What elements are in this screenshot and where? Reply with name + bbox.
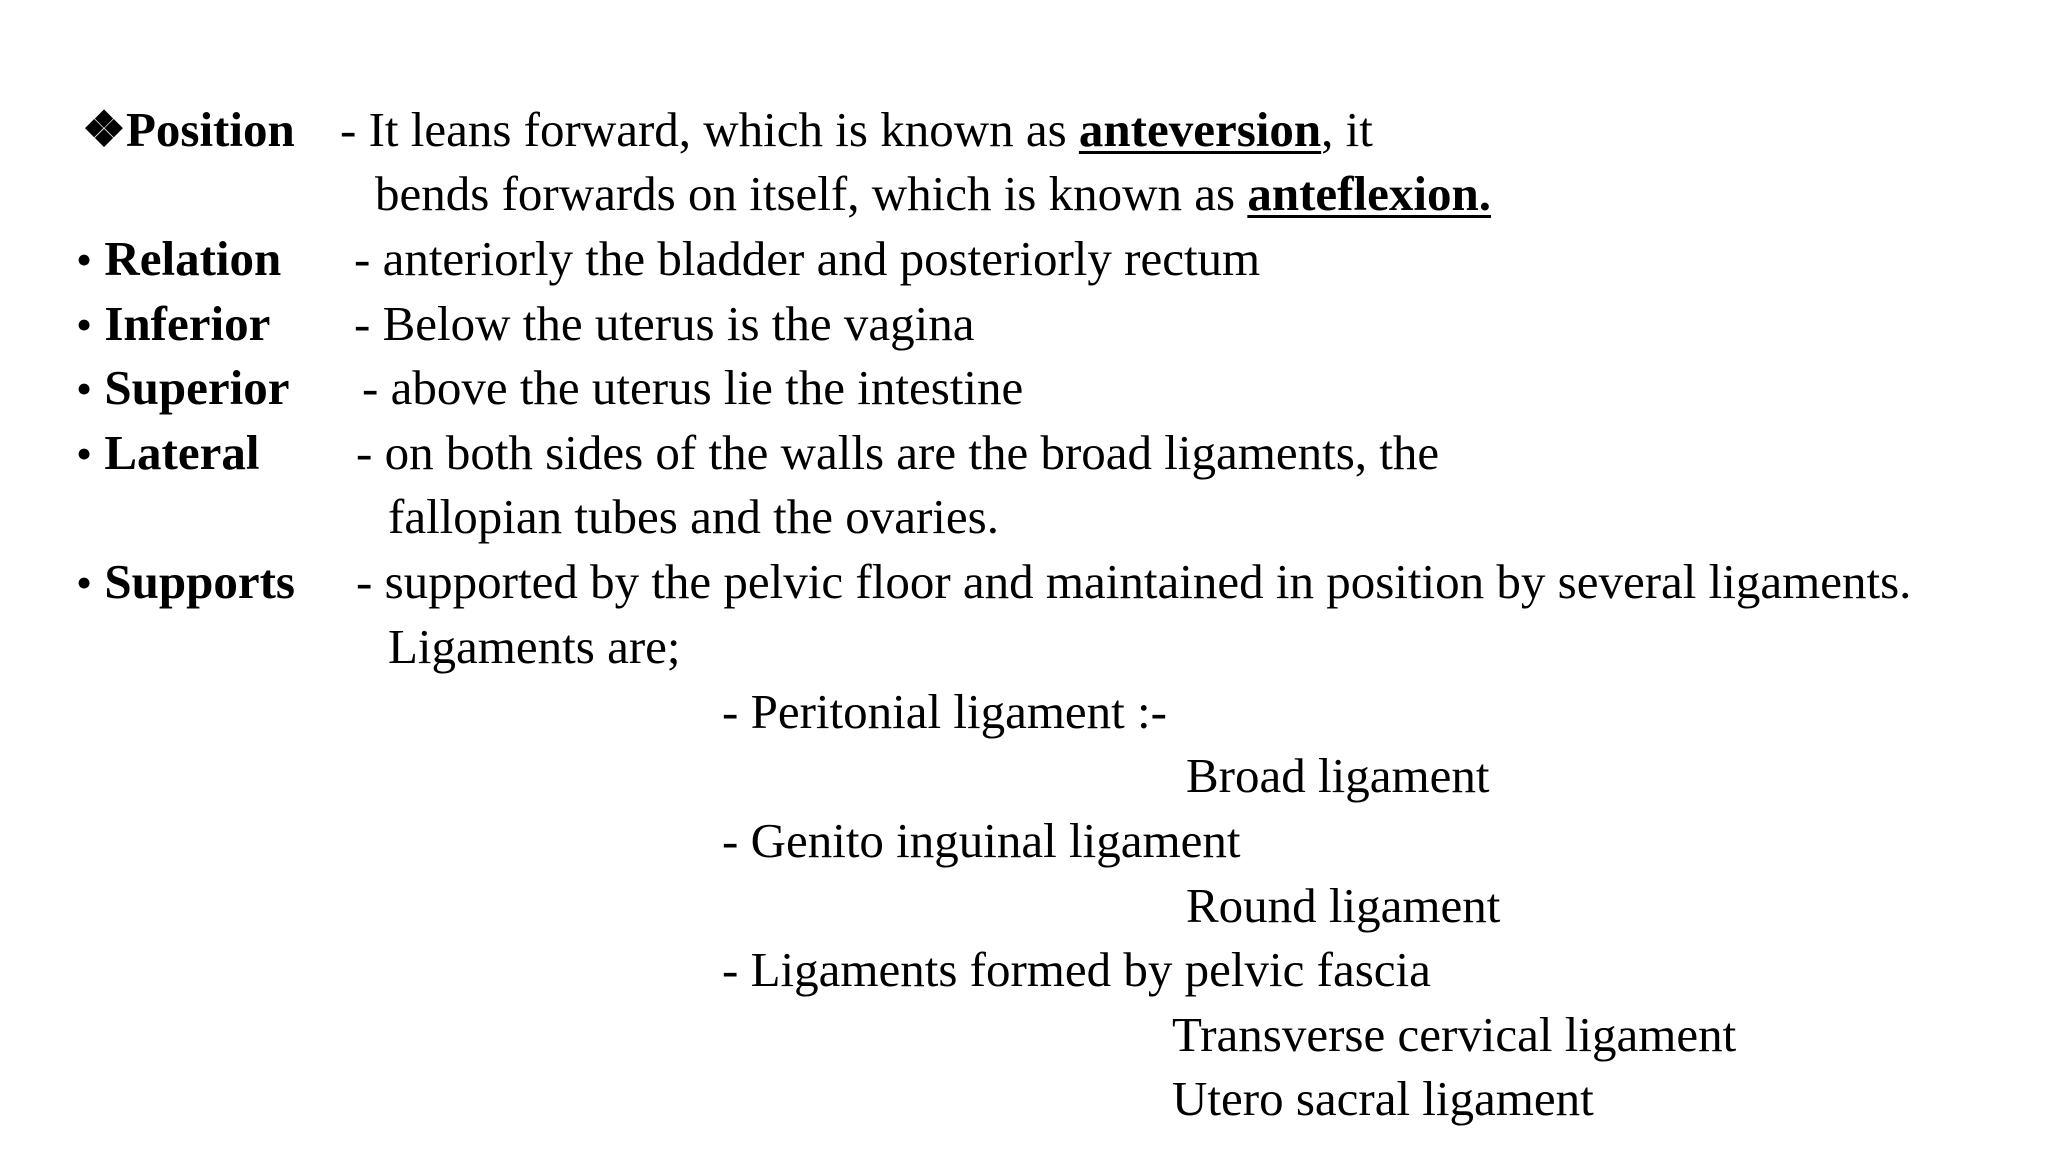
ligament-transverse-cervical: Transverse cervical ligament [1172,1007,1737,1062]
diamond-bullet-icon: ❖ [82,102,126,157]
term-anteflexion: anteflexion. [1247,166,1491,221]
ligament-group-genito-inguinal: - Genito inguinal ligament [722,813,1241,868]
bullet-relation [76,231,281,288]
bullet-icon: • [76,428,93,479]
ligament-utero-sacral: Utero sacral ligament [1172,1071,1594,1126]
bullet-lateral [76,425,259,482]
ligament-broad: Broad ligament [1186,748,1490,803]
bullet-icon: • [76,557,93,608]
supports-text: - supported by the pelvic floor and maintained in position by several ligaments. [356,554,1912,609]
lateral-text: - on both sides of the walls are the broad ligaments, the [356,425,1440,480]
position-text-line-2: bends forwards on itself, which is known as anteflexion. [375,166,1491,221]
superior-text: - above the uterus lie the intestine [362,360,1024,415]
inferior-label: Inferior [104,296,271,351]
inferior-text: - Below the uterus is the vagina [354,296,975,351]
ligament-group-pelvic-fascia: - Ligaments formed by pelvic fascia [722,942,1431,997]
relation-label: Relation [104,231,282,286]
bullet-icon: • [76,234,93,285]
position-text-line-1: - It leans forward, which is known as anteversion, it [340,102,1373,157]
ligament-group-peritonial: - Peritonial ligament :- [722,684,1167,739]
relation-text: - anteriorly the bladder and posteriorly rectum [354,231,1261,286]
superior-label: Superior [104,360,290,415]
ligament-round: Round ligament [1186,878,1501,933]
bullet-superior [76,360,289,417]
position-label: Position [125,102,295,157]
bullet-supports [76,554,295,611]
position-heading [82,102,295,158]
lateral-text-cont: fallopian tubes and the ovaries. [388,489,999,544]
supports-label: Supports [104,554,295,609]
supports-text-cont: Ligaments are; [388,619,681,674]
term-anteversion: anteversion [1078,102,1322,157]
bullet-icon: • [76,363,93,414]
lateral-label: Lateral [104,425,260,480]
bullet-icon: • [76,299,93,350]
bullet-inferior [76,296,270,353]
